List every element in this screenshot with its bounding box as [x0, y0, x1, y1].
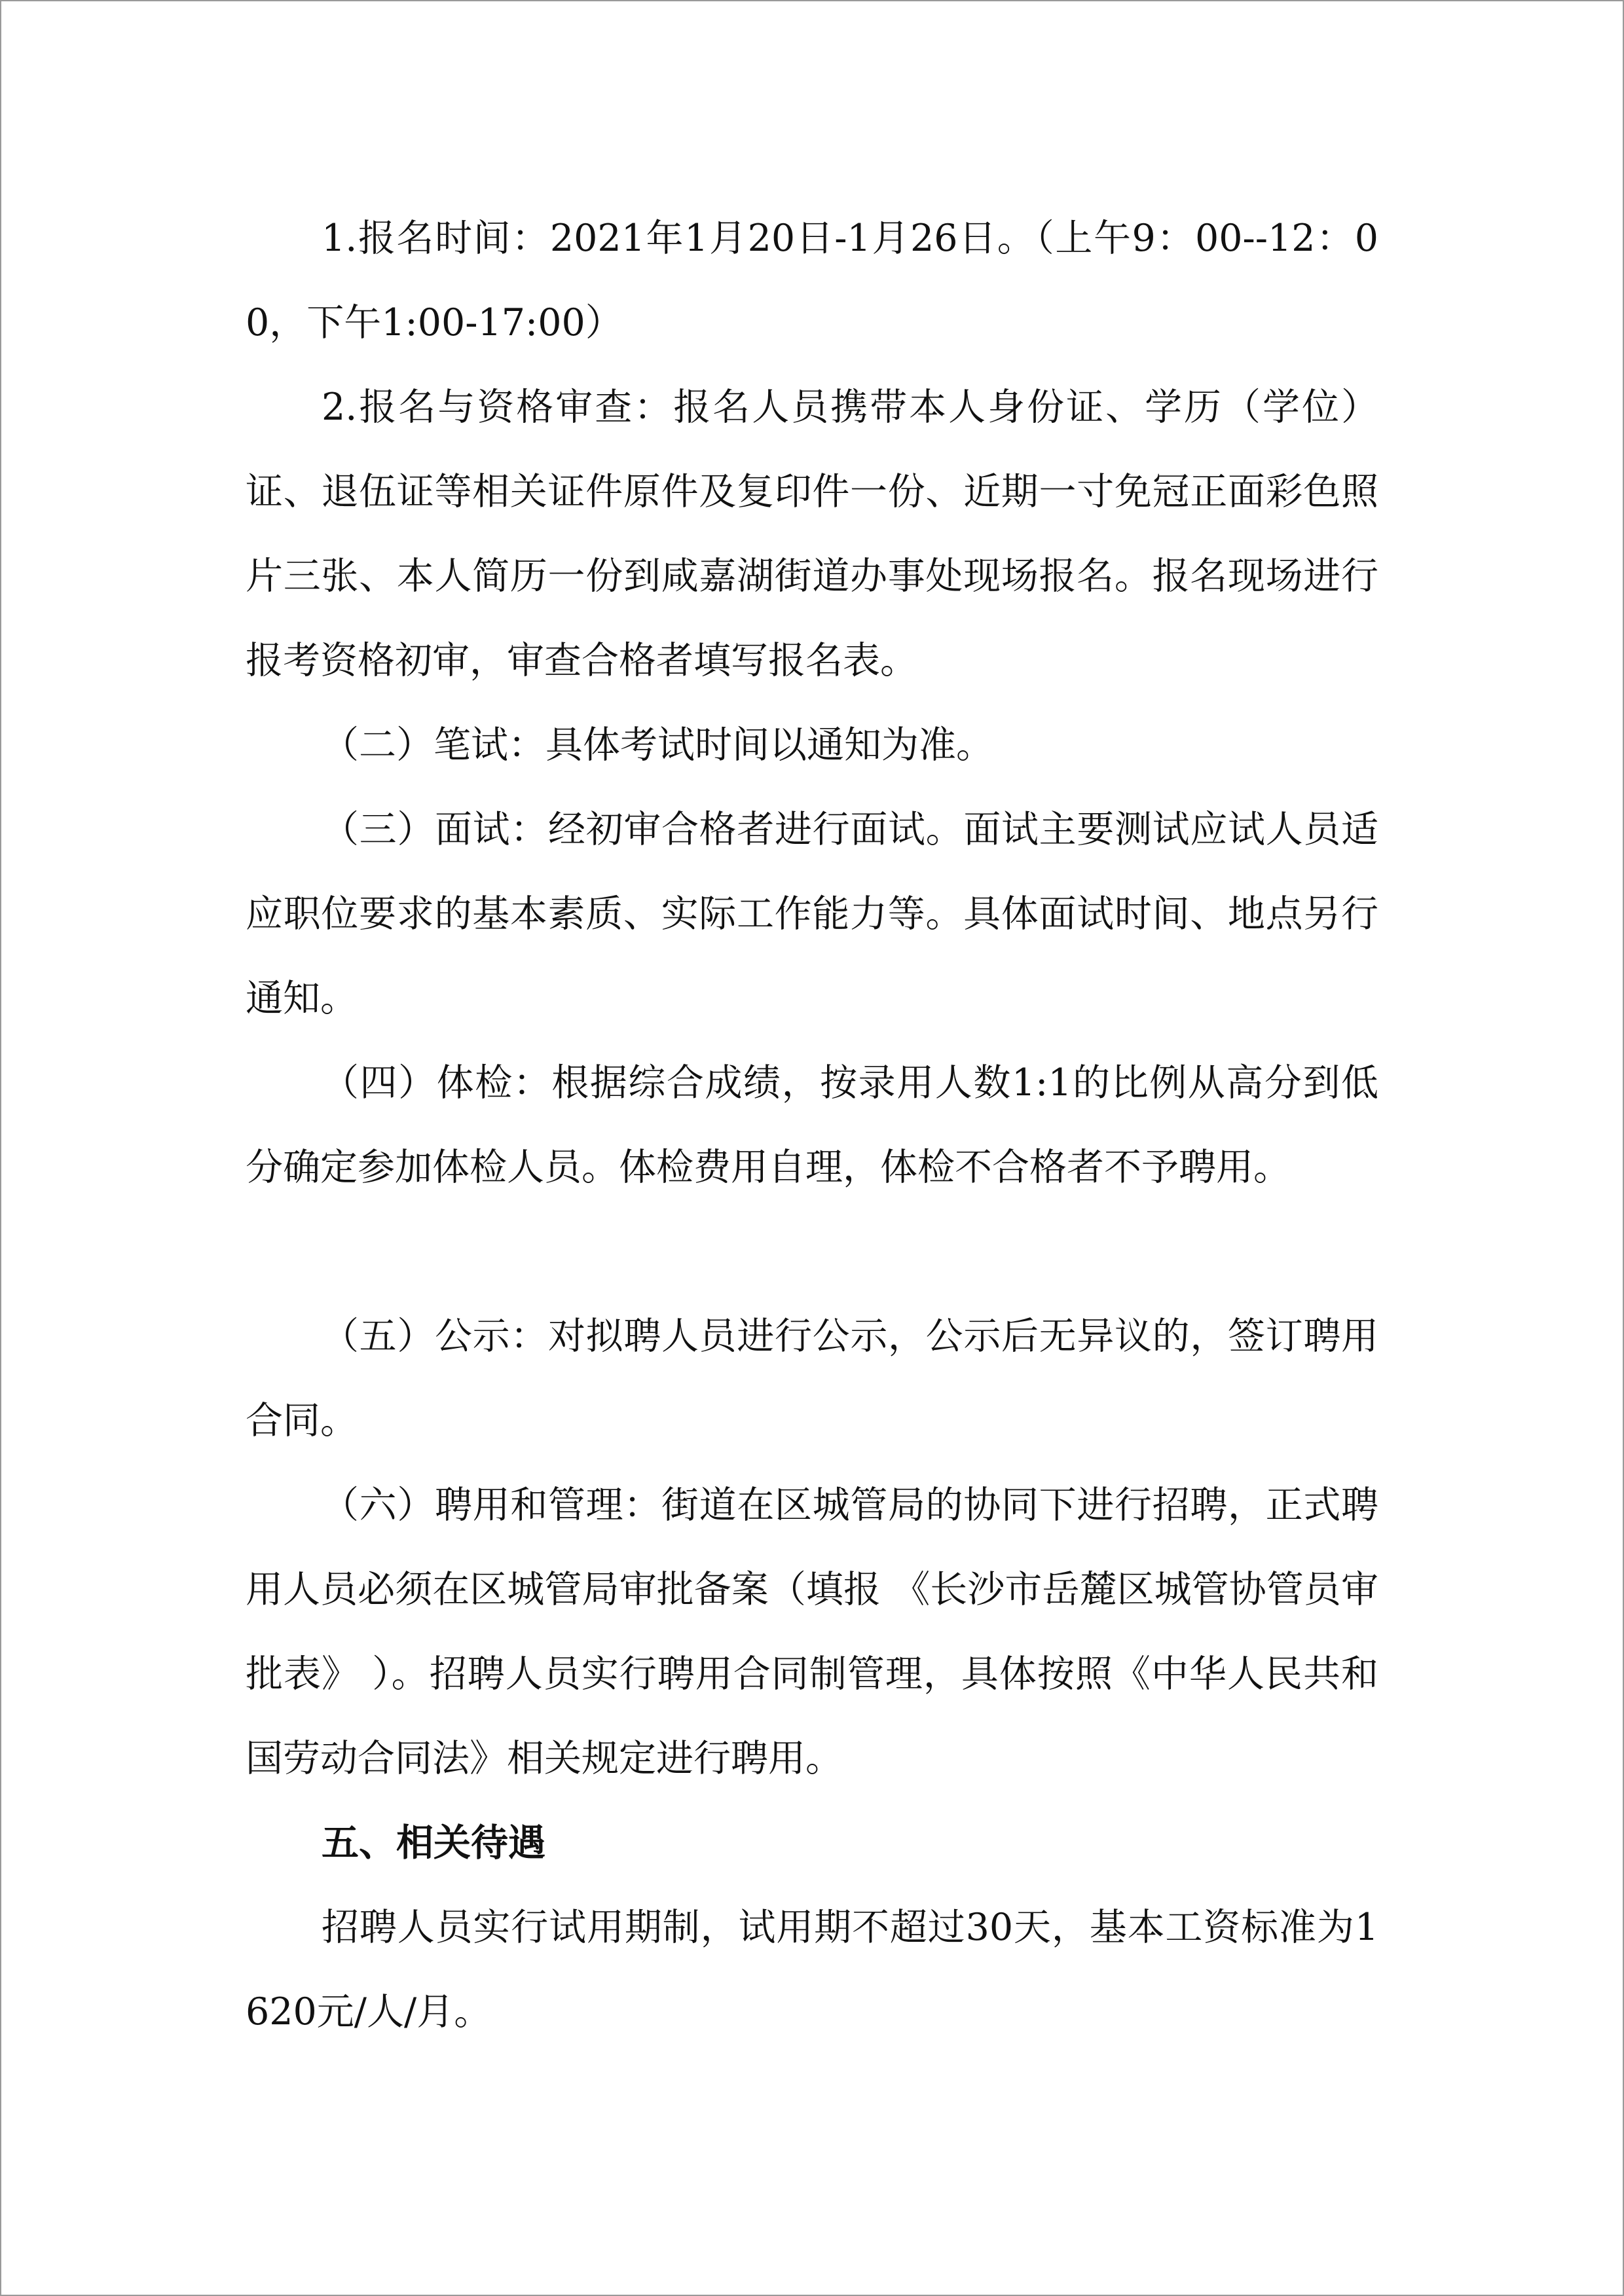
paragraph-medical-exam: （四）体检：根据综合成绩，按录用人数1:1的比例从高分到低分确定参加体检人员。体检费用自理，体检不合格者不予聘用。 — [246, 1061, 1378, 1189]
paragraph-employment-management: （六）聘用和管理：街道在区城管局的协同下进行招聘，正式聘用人员必须在区城管局审批备案（填报 《长沙市岳麓区城管协管员审批表》 ）。招聘人员实行聘用合同制管理，具体按照《中华人民共和国劳动合同法》相关规定进行聘用。 — [246, 1484, 1378, 1780]
document-body — [246, 196, 1378, 2054]
section-heading-benefits: 五、相关待遇 — [322, 1821, 545, 1865]
paragraph-interview: （三）面试：经初审合格者进行面试。面试主要测试应试人员适应职位要求的基本素质、实际工作能力等。具体面试时间、地点另行通知。 — [246, 808, 1378, 1020]
paragraph-written-exam: （二）笔试：具体考试时间以通知为准。 — [322, 723, 993, 767]
blank-line — [246, 1210, 1378, 1294]
paragraph-publicity: （五）公示：对拟聘人员进行公示，公示后无异议的，签订聘用合同。 — [246, 1315, 1378, 1442]
paragraph-registration-review: 2.报名与资格审查：报名人员携带本人身份证、学历（学位）证、退伍证等相关证件原件及复印件一份、近期一寸免冠正面彩色照片三张、本人简历一份到咸嘉湖街道办事处现场报名。报名现场进行报考资格初审，审查合格者填写报名表。 — [246, 386, 1378, 682]
paragraph-salary: 招聘人员实行试用期制，试用期不超过30天，基本工资标准为1620元/人/月。 — [246, 1906, 1378, 2033]
paragraph-registration-time: 1.报名时间：2021年1月20日-1月26日。（上午9：00--12：00，下午1:00-17:00） — [246, 217, 1378, 344]
